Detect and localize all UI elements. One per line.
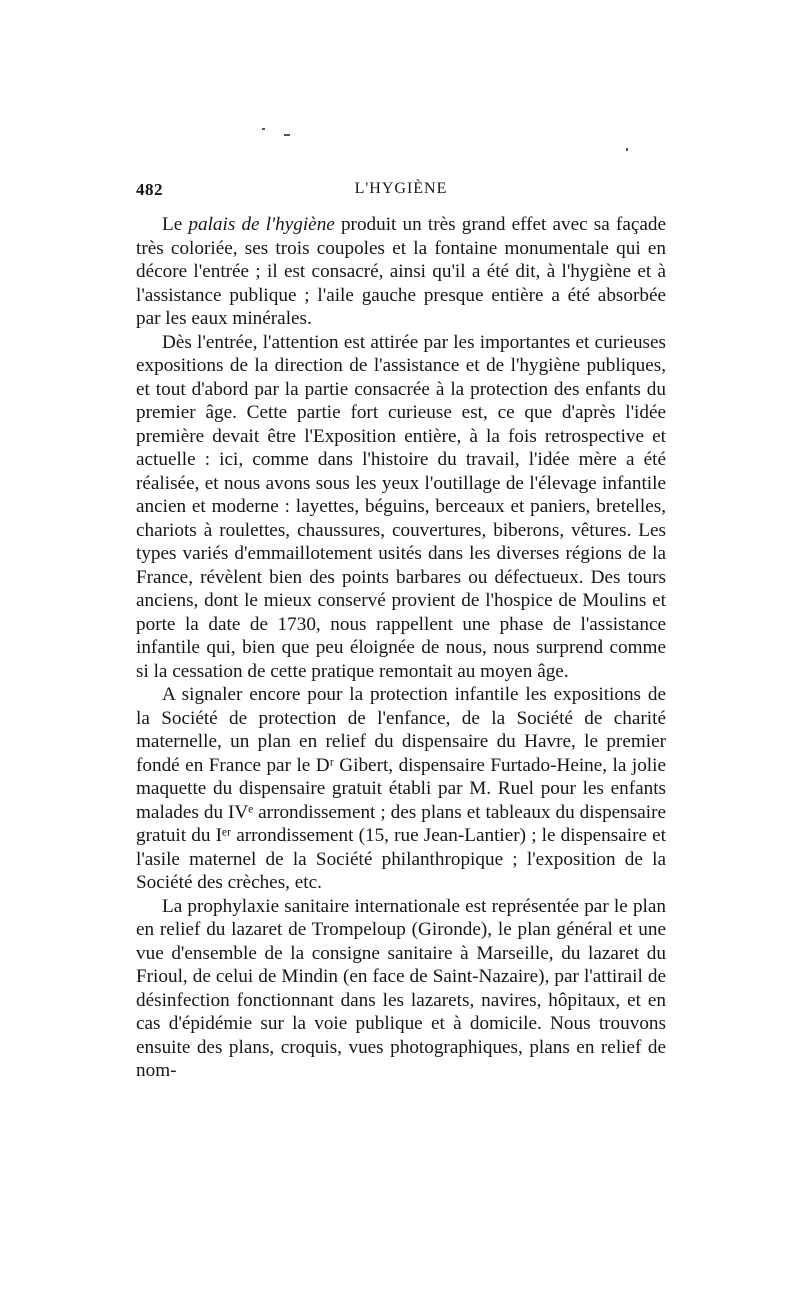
print-speck: [626, 148, 628, 151]
paragraph-text: produit un très grand effet avec sa façade très coloriée, ses trois coupoles et la fontaine monumentale qui en décore l'entrée ; il est consacré, ainsi qu'il a été dit, à l'hygiène et à l'assistance publique ; l'aile gauche presque entière a été absorbée par les eaux minérales.: [136, 214, 666, 329]
paragraph: Dès l'entrée, l'attention est attirée par les importantes et curieuses expositions de la direction de l'assistance et de l'hygiène publiques, et tout d'abord par la partie consacrée à la protection des enfants du premier âge. Cette partie fort curieuse est, ce que d'après l'idée première devait être l'Exposition entière, à la fois retrospective et actuelle : ici, comme dans l'histoire du travail, l'idée mère a été réalisée, et nous avons sous les yeux l'outillage de l'élevage infantile ancien et moderne : layettes, béguins, berceaux et paniers, bretelles, chariots à roulettes, chaussures, couvertures, biberons, vêtures. Les types variés d'emmaillotement usités dans les diverses régions de la France, révèlent bien des points barbares ou défectueux. Des tours anciens, dont le mieux conservé provient de l'hospice de Moulins et porte la date de 1730, nous rappellent une phase de l'assistance infantile qui, bien que peu éloignée de nous, nous surprend comme si la cessation de cette pratique remontait au moyen âge.: [136, 331, 666, 682]
paragraph-lead: Le: [162, 214, 189, 235]
page-header: [136, 180, 666, 206]
paragraph: A signaler encore pour la protection infantile les expositions de la Société de protection de l'enfance, de la Société de charité maternelle, un plan en relief du dispensaire du Havre, le premier fondé en France par le Dʳ Gibert, dispensaire Furtado-Heine, la jolie maquette du dispensaire gratuit établi par M. Ruel pour les enfants malades du IVᵉ arrondissement ; des plans et tableaux du dispensaire gratuit du Iᵉʳ arrondissement (15, rue Jean-Lantier) ; le dispensaire et l'asile maternel de la Société philanthropique ; l'exposition de la Société des crèches, etc.: [136, 684, 666, 893]
print-speck: [262, 128, 265, 130]
page-number: 482: [136, 180, 163, 199]
paragraph: La prophylaxie sanitaire internationale est représentée par le plan en relief du lazaret de Trompeloup (Gironde), le plan général et une vue d'ensemble de la consigne sanitaire à Marseille, du lazaret du Frioul, de celui de Mindin (en face de Saint-Nazaire), par l'attirail de désinfection fonctionnant dans les lazarets, navires, hôpitaux, et en cas d'épidémie sur la voie publique et à domicile. Nous trouvons ensuite des plans, croquis, vues photographiques, plans en relief de nom-: [136, 895, 666, 1081]
print-speck: [284, 134, 290, 136]
body-text: [136, 213, 666, 1083]
running-title: L'HYGIÈNE: [354, 180, 448, 197]
paragraph: [136, 213, 666, 331]
italic-term: palais de l'hygiène: [188, 214, 335, 235]
